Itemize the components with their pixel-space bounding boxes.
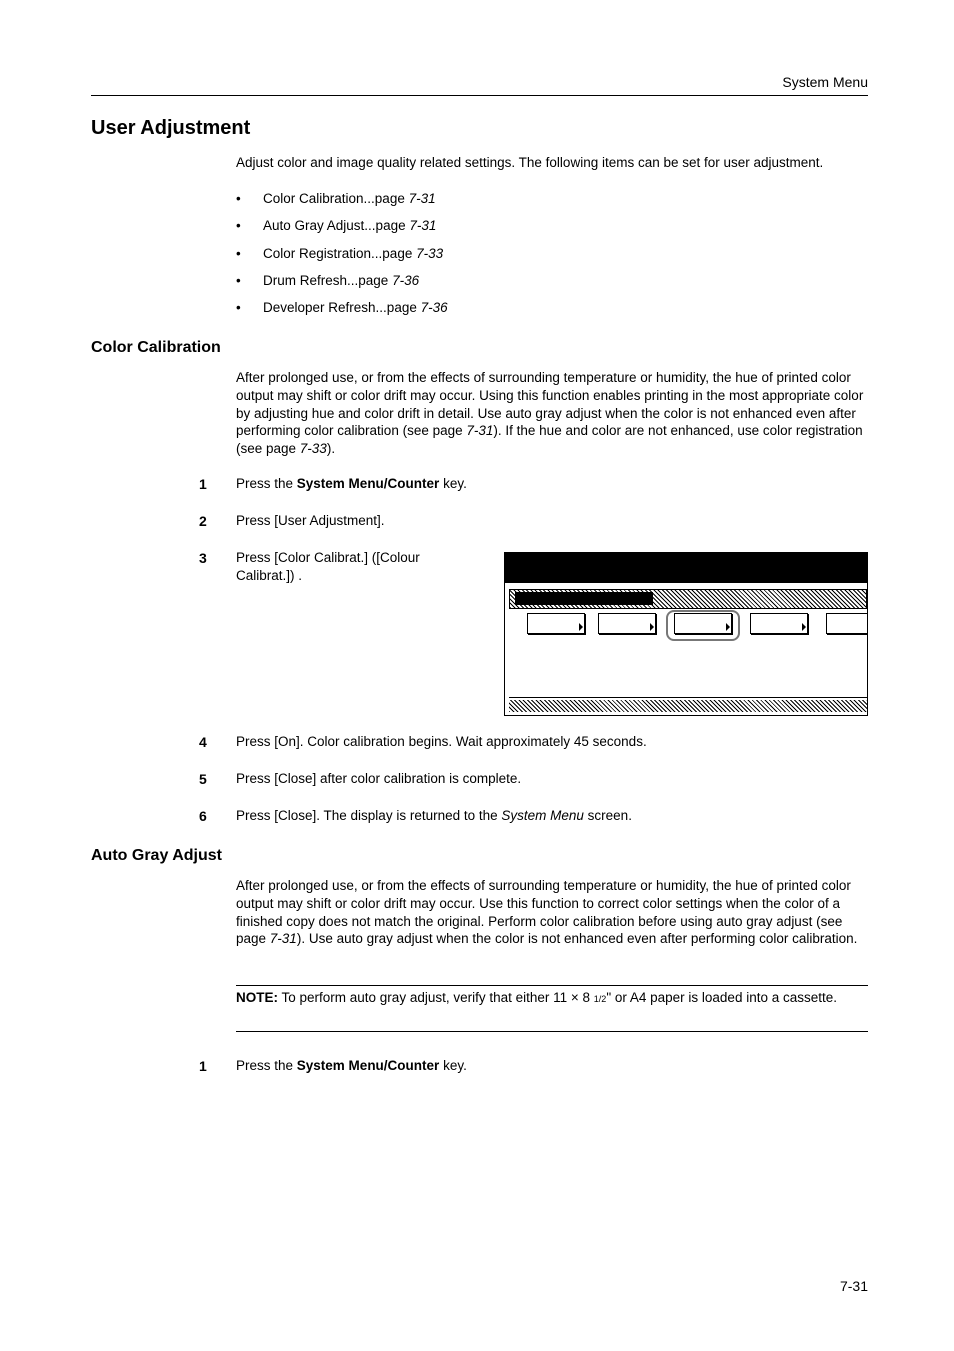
panel-key [826, 613, 868, 634]
step-text: Press [On]. Color calibration begins. Wait approximately 45 seconds. [236, 734, 647, 749]
subsection-title-color-calibration: Color Calibration [91, 339, 221, 356]
subsection-title-auto-gray-adjust: Auto Gray Adjust [91, 847, 222, 864]
page-number: 7-31 [839, 1278, 868, 1294]
note-rule-bottom [236, 1031, 868, 1032]
step-text: Press [Close] after color calibration is complete. [236, 771, 522, 786]
section-title: User Adjustment [91, 117, 251, 139]
bullet-icon: • [236, 300, 241, 315]
step-number: 6 [199, 808, 207, 824]
running-header: System Menu [782, 74, 868, 90]
highlight-ring [666, 610, 740, 641]
step-number: 4 [199, 734, 207, 750]
color-calibration-body: After prolonged use, or from the effects of surrounding temperature or humidity, the hue of printed color output may shift or color drift may occur. Using this function enables printing in the most appropriate color by adjusting hue and color drift in detail. Use auto gray adjust when the color is not enhanced even after performing color calibration (see page 7-31). If the hue and color are not enhanced, use color registration (see page 7-33). [236, 370, 864, 457]
bullet-icon: • [236, 218, 241, 233]
panel-key [527, 613, 585, 634]
step-number: 3 [199, 550, 207, 566]
step-text: Press [User Adjustment]. [236, 513, 385, 528]
step-text: Press the System Menu/Counter key. [236, 1058, 467, 1073]
arrow-right-icon [579, 623, 583, 631]
note: NOTE: To perform auto gray adjust, verify that either 11 × 8 1/2" or A4 paper is loaded into a cassette. [236, 990, 837, 1005]
step-text: Press the System Menu/Counter key. [236, 476, 467, 491]
panel-title-bar [505, 553, 867, 583]
step-text: Press [Close]. The display is returned to the System Menu screen. [236, 808, 632, 823]
header-rule [91, 95, 868, 96]
auto-gray-body: After prolonged use, or from the effects of surrounding temperature or humidity, the hue of printed color output may shift or color drift may occur. Use this function to correct color settings when the color of a finished copy does not match the original. Perform color calibration before using auto gray adjust (see page 7-31). Use auto gray adjust when the color is not enhanced even after performing color calibration. [236, 878, 858, 947]
operation-panel-illustration [504, 552, 868, 716]
arrow-right-icon [802, 623, 806, 631]
panel-bottom-strip [509, 700, 867, 712]
step-number: 2 [199, 513, 207, 529]
panel-key [598, 613, 656, 634]
step-text: Press [Color Calibrat.] ([Colour Calibrat.]) . [236, 550, 420, 583]
panel-divider [509, 697, 867, 698]
bullet-icon: • [236, 191, 241, 206]
step-number: 1 [199, 476, 207, 492]
step-number: 5 [199, 771, 207, 787]
bullet-icon: • [236, 246, 241, 261]
arrow-right-icon [650, 623, 654, 631]
note-rule-top [236, 985, 868, 986]
panel-key [750, 613, 808, 634]
bullet-icon: • [236, 273, 241, 288]
section-intro: Adjust color and image quality related settings. The following items can be set for user adjustment. [236, 155, 824, 170]
step-number: 1 [199, 1058, 207, 1074]
panel-active-tab [515, 592, 653, 605]
